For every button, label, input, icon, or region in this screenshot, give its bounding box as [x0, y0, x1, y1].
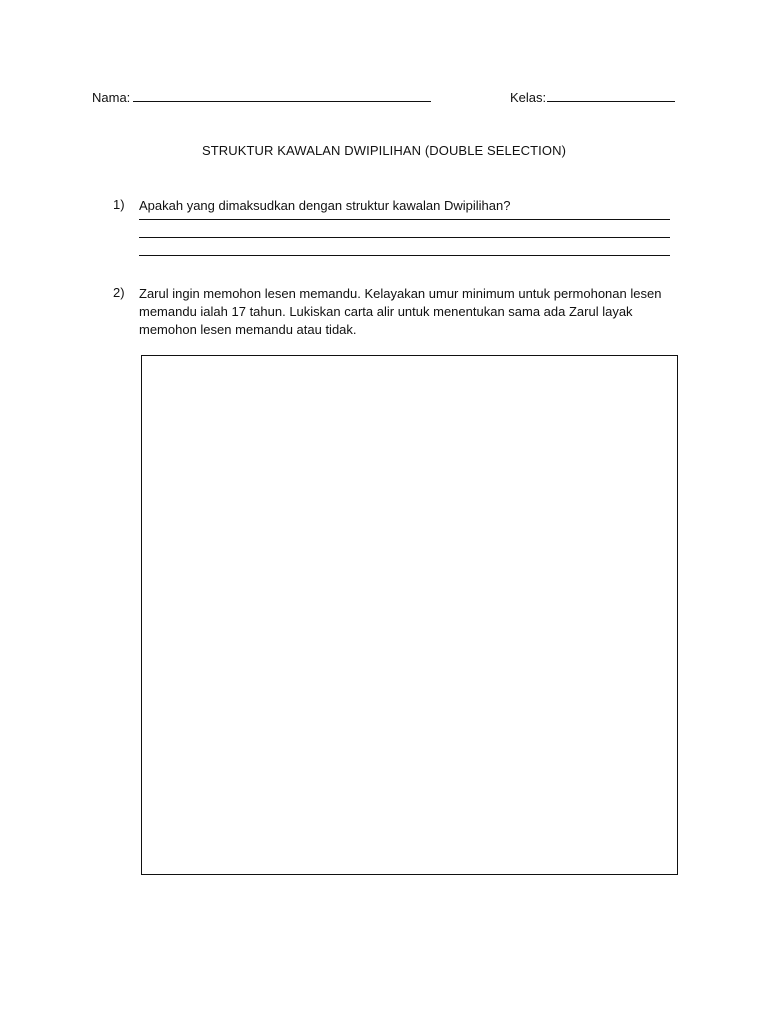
- flowchart-drawing-box[interactable]: [141, 355, 678, 875]
- question-text: Apakah yang dimaksudkan dengan struktur kawalan Dwipilihan?: [139, 198, 511, 213]
- question-number: 2): [113, 285, 125, 300]
- answer-line[interactable]: [139, 255, 670, 256]
- student-info-header: [92, 89, 682, 107]
- class-blank-line[interactable]: [547, 89, 675, 102]
- answer-line[interactable]: [139, 219, 670, 220]
- class-field: [510, 89, 675, 105]
- name-blank-line[interactable]: [133, 89, 431, 102]
- question-text: Zarul ingin memohon lesen memandu. Kelayakan umur minimum untuk permohonan lesen memandu ialah 17 tahun. Lukiskan carta alir untuk menentukan sama ada Zarul layak memohon lesen memandu atau tidak.: [139, 286, 662, 337]
- name-label: Nama:: [92, 90, 131, 105]
- name-field: [92, 89, 431, 105]
- answer-line[interactable]: [139, 237, 670, 238]
- worksheet-title: STRUKTUR KAWALAN DWIPILIHAN (DOUBLE SELECTION): [201, 143, 567, 158]
- question-1-answer-lines: [139, 219, 670, 273]
- question-number: 1): [113, 197, 125, 212]
- class-label: Kelas:: [510, 90, 547, 105]
